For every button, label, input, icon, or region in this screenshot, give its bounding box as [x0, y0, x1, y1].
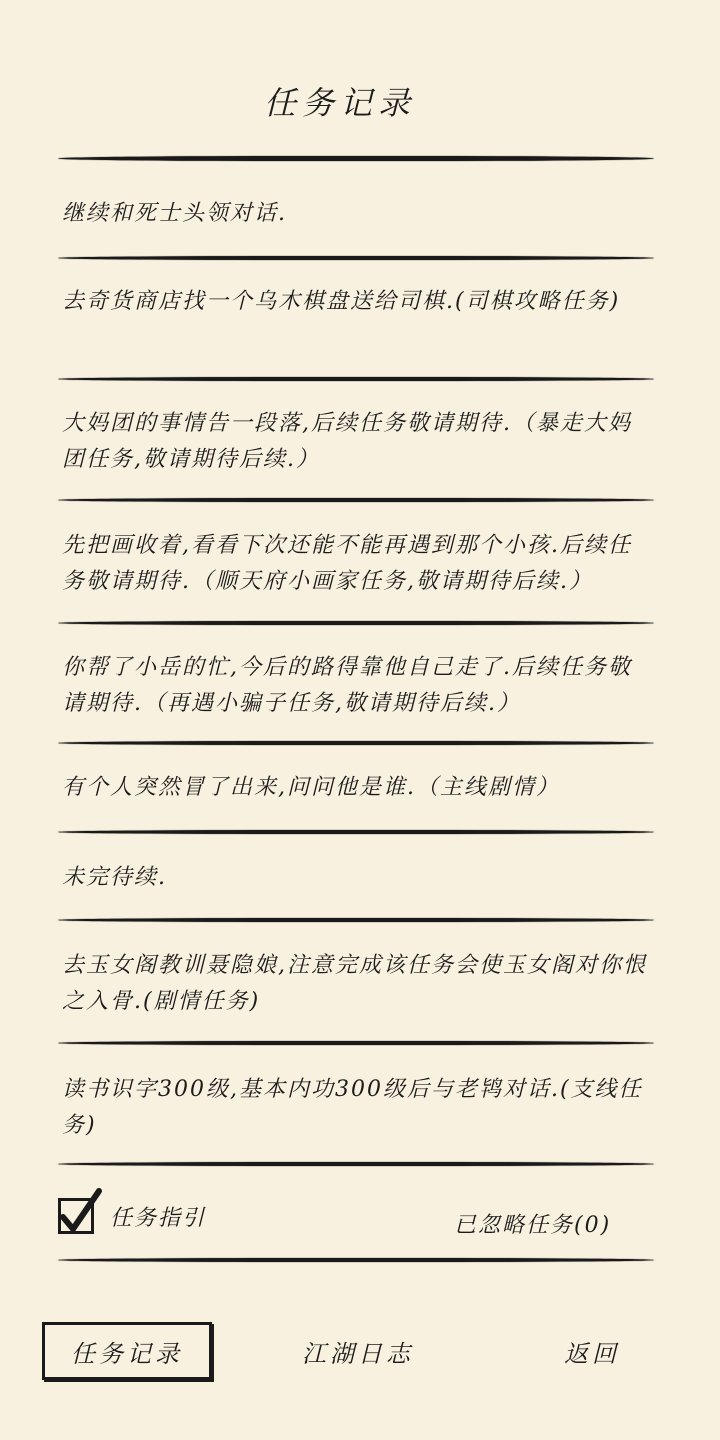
back-button[interactable]: 返回	[564, 1339, 620, 1368]
quest-guide-label: 任务指引	[110, 1205, 207, 1231]
divider	[58, 621, 654, 625]
divider	[58, 918, 654, 922]
quest-item[interactable]: 去玉女阁教训聂隐娘,注意完成该任务会使玉女阁对你恨之入骨.(剧情任务)	[62, 953, 647, 1014]
divider	[58, 830, 654, 834]
page-title: 任务记录	[263, 84, 416, 122]
quest-item[interactable]: 读书识字300级,基本内功300级后与老鸨对话.(支线任务)	[62, 1077, 643, 1138]
ignored-quests-button[interactable]: 已忽略任务(0)	[454, 1213, 612, 1238]
quest-item[interactable]: 先把画收着,看看下次还能不能再遇到那个小孩.后续任务敬请期待.（顺天府小画家任务,敬请期待后续.）	[62, 533, 632, 594]
divider	[58, 377, 654, 381]
quest-guide-checkbox[interactable]	[58, 1198, 94, 1234]
divider	[58, 1258, 654, 1262]
divider	[58, 1041, 654, 1045]
divider	[58, 156, 654, 161]
quest-guide-toggle[interactable]	[58, 1198, 206, 1234]
quest-item[interactable]: 继续和死士头领对话.	[62, 201, 287, 226]
jianghu-log-tab[interactable]: 江湖日志	[302, 1339, 414, 1368]
quest-item[interactable]: 大妈团的事情告一段落,后续任务敬请期待.（暴走大妈团任务,敬请期待后续.）	[62, 411, 632, 472]
quest-item[interactable]: 有个人突然冒了出来,问问他是谁.（主线剧情）	[62, 775, 560, 800]
quest-item[interactable]: 未完待续.	[62, 865, 167, 890]
quest-item[interactable]: 去奇货商店找一个乌木棋盘送给司棋.(司棋攻略任务)	[62, 289, 621, 314]
divider	[58, 498, 654, 502]
checkmark-icon	[59, 1187, 103, 1235]
quest-item[interactable]: 你帮了小岳的忙,今后的路得靠他自己走了.后续任务敬请期待.（再遇小骗子任务,敬请期待后续.）	[62, 655, 632, 716]
quest-log-tab[interactable]: 任务记录	[42, 1322, 212, 1380]
divider	[58, 741, 654, 745]
divider	[58, 256, 654, 260]
divider	[58, 1162, 654, 1166]
